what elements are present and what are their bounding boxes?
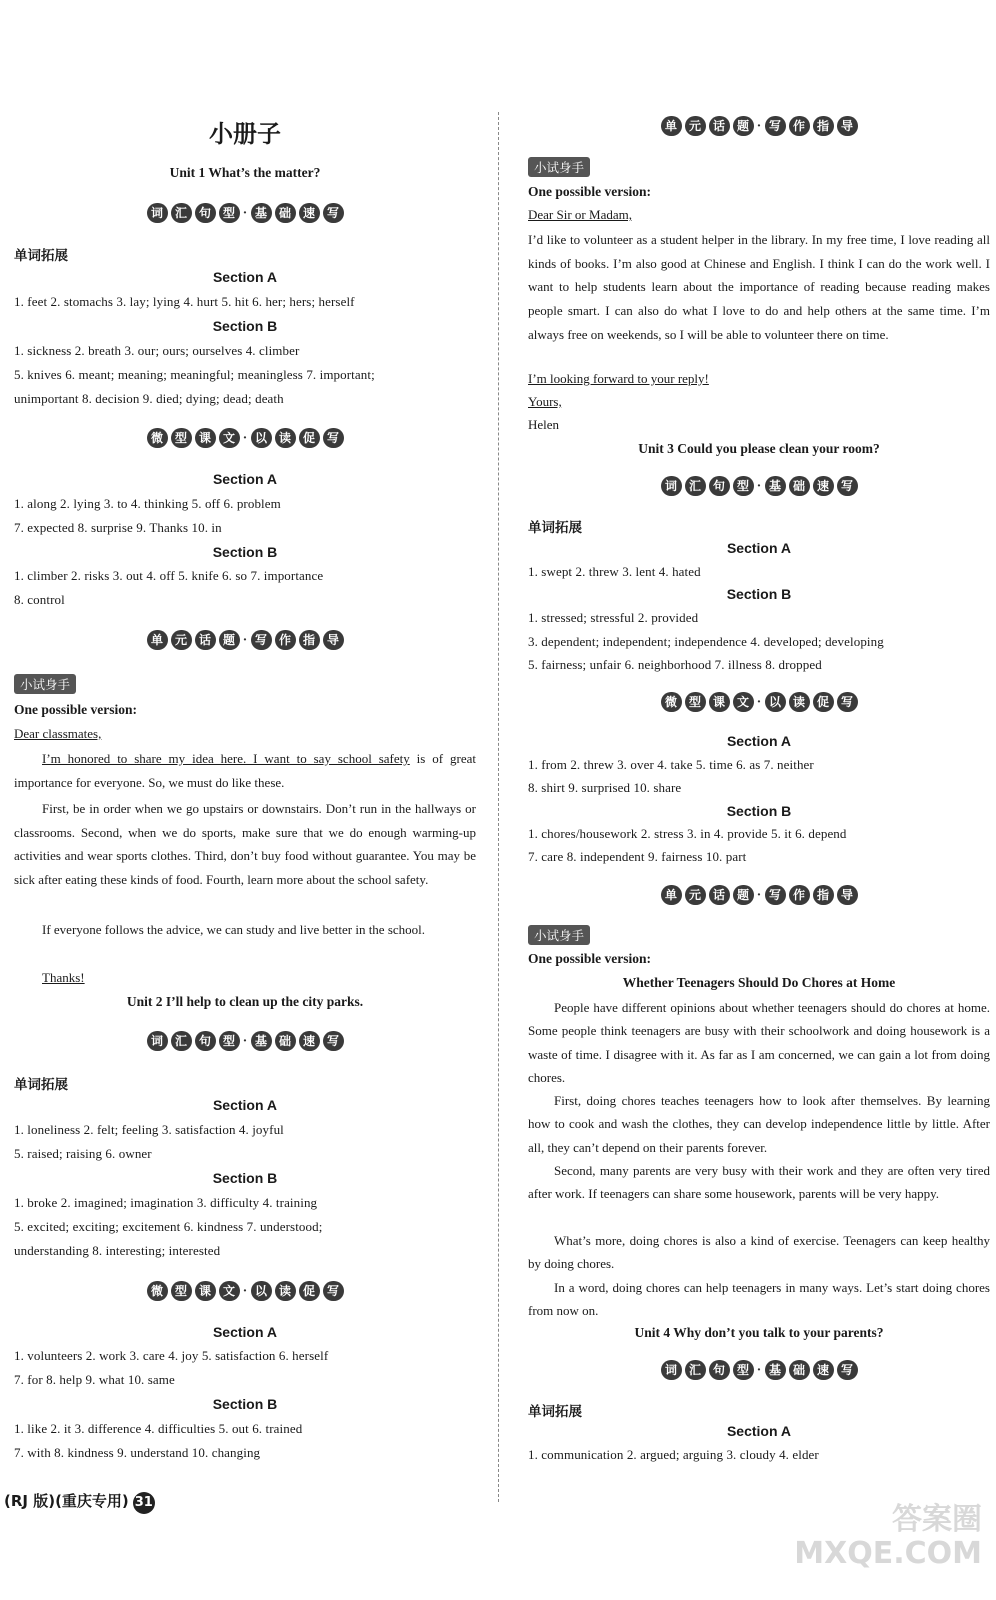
section-a-heading: Section A [212,269,278,285]
banner-char: 写 [251,630,272,650]
banner-char: 题 [733,116,754,136]
possible-version-label: One possible version: [528,951,652,966]
banner-char: 基 [765,1360,786,1380]
banner-char: 课 [195,428,216,448]
answer-line: unimportant 8. decision 9. died; dying; dead; death [14,391,284,406]
banner-char: 汇 [171,1031,192,1051]
answer-line: 1. swept 2. threw 3. lent 4. hated [528,564,701,579]
answer-line: 1. broke 2. imagined; imagination 3. difficulty 4. training [14,1195,318,1210]
banner-char: 写 [765,116,786,136]
answer-line: 1. along 2. lying 3. to 4. thinking 5. off 6. problem [14,496,281,511]
banner-char: 促 [813,692,834,712]
section-a-heading: Section A [726,1423,792,1439]
banner-char: 元 [171,630,192,650]
banner-char: 课 [709,692,730,712]
answer-line: 7. expected 8. surprise 9. Thanks 10. in [14,520,222,535]
banner-char: 础 [275,203,296,223]
essay-paragraph: First, be in order when we go upstairs or downstairs. Don’t run in the hallways or classrooms. Second, when we do sports, make sure that we do enough warming-up activities and wear sports clothes. Third, don’t buy food without guarantee. You may be sick after eating these kinds of food. Fourth, learn more about the school safety. [14,801,476,888]
banner-char: 单 [661,116,682,136]
column-divider [498,112,499,1502]
banner-char: 础 [789,1360,810,1380]
banner-separator: · [242,633,248,648]
answer-line: 1. loneliness 2. felt; feeling 3. satisfaction 4. joyful [14,1122,284,1137]
answer-line: 5. raised; raising 6. owner [14,1146,152,1161]
banner-char: 速 [813,476,834,496]
banner-char: 读 [275,428,296,448]
essay-paragraph: I’m honored to share my idea here. I want to say school safety is of great importance for everyone. So, we must do like these. [14,751,476,790]
answer-line: 1. communication 2. argued; arguing 3. cloudy 4. elder [528,1447,819,1462]
answer-line: 7. for 8. help 9. what 10. same [14,1372,175,1387]
letter-body: I’d like to volunteer as a student helper in the library. In my free time, I love reading all kinds of books. I’m also good at Chinese and English. I think I can do the work well. I want to help students learn about the importance of reading because reading makes people smart. I can also do what I love to do and help others at the same time. I’m always free on weekends, so I will be able to volunteer there on time. [528,232,990,342]
answer-line: 1. climber 2. risks 3. out 4. off 5. knife 6. so 7. importance [14,568,324,583]
try-tag: 小试身手 [14,674,476,694]
section-b-heading: Section B [726,586,792,602]
banner-char: 型 [685,692,706,712]
banner-char: 汇 [685,1360,706,1380]
page-number: 31 [133,1492,155,1514]
answer-line: 1. from 2. threw 3. over 4. take 5. time 6. as 7. neither [528,757,814,772]
banner-char: 导 [837,885,858,905]
section-b-heading: Section B [212,318,278,334]
banner-char: 写 [323,428,344,448]
label-word-expansion: 单词拓展 [528,1404,582,1420]
banner-char: 写 [765,885,786,905]
section-a-heading: Section A [212,1097,278,1113]
letter-greeting: Dear classmates, [14,726,102,741]
banner-reading [14,1281,476,1303]
banner-char: 话 [195,630,216,650]
banner-char: 句 [195,203,216,223]
label-word-expansion: 单词拓展 [14,248,68,264]
watermark-logo: 答案圈 MXQE.COM [794,1502,982,1571]
booklet-title: 小册子 [209,120,281,148]
banner-char: 写 [323,1031,344,1051]
banner-vocab [528,1360,990,1382]
banner-char: 课 [195,1281,216,1301]
banner-char: 型 [219,1031,240,1051]
answer-line: 1. volunteers 2. work 3. care 4. joy 5. satisfaction 6. herself [14,1348,329,1363]
banner-char: 础 [275,1031,296,1051]
banner-char: 写 [323,203,344,223]
label-word-expansion: 单词拓展 [14,1077,68,1093]
banner-separator: · [756,888,762,903]
banner-char: 以 [765,692,786,712]
try-tag: 小试身手 [528,925,990,945]
possible-version-label: One possible version: [14,702,138,717]
banner-char: 型 [171,428,192,448]
banner-char: 句 [709,1360,730,1380]
banner-char: 题 [733,885,754,905]
banner-char: 型 [733,476,754,496]
banner-char: 型 [733,1360,754,1380]
banner-char: 促 [299,1281,320,1301]
answer-line: 5. knives 6. meant; meaning; meaningful; meaningless 7. important; [14,367,375,382]
section-a-heading: Section A [212,471,278,487]
banner-char: 型 [171,1281,192,1301]
banner-char: 指 [299,630,320,650]
banner-char: 微 [147,428,168,448]
banner-char: 题 [219,630,240,650]
banner-writing [528,116,990,138]
banner-vocab [14,1031,476,1053]
answer-line: 1. like 2. it 3. difference 4. difficulties 5. out 6. trained [14,1421,303,1436]
banner-char: 速 [813,1360,834,1380]
essay-paragraph: If everyone follows the advice, we can study and live better in the school. [42,922,426,937]
section-b-heading: Section B [212,1170,278,1186]
essay-paragraph: What’s more, doing chores is also a kind of exercise. Teenagers can keep healthy by doing chores. [528,1233,990,1272]
section-a-heading: Section A [212,1324,278,1340]
essay-title: Whether Teenagers Should Do Chores at Home [622,975,896,990]
section-a-heading: Section A [726,540,792,556]
banner-char: 写 [323,1281,344,1301]
banner-char: 话 [709,116,730,136]
section-a-heading: Section A [726,733,792,749]
banner-char: 导 [323,630,344,650]
banner-separator: · [756,479,762,494]
banner-char: 微 [147,1281,168,1301]
banner-char: 读 [275,1281,296,1301]
answer-line: 1. stressed; stressful 2. provided [528,610,699,625]
banner-char: 话 [709,885,730,905]
unit3-title: Unit 3 Could you please clean your room? [638,441,880,456]
banner-char: 型 [219,203,240,223]
answer-line: 1. chores/housework 2. stress 3. in 4. provide 5. it 6. depend [528,826,847,841]
banner-separator: · [242,206,248,221]
essay-paragraph: First, doing chores teaches teenagers how to look after themselves. By learning how to cook and wash the clothes, they can develop independence little by little. After all, they can’t depend on their parents forever. [528,1093,990,1155]
banner-char: 以 [251,1281,272,1301]
banner-char: 作 [789,885,810,905]
banner-separator: · [242,1284,248,1299]
banner-char: 元 [685,116,706,136]
answer-line: 8. shirt 9. surprised 10. share [528,780,682,795]
edition-label: (RJ 版)(重庆专用) [4,1492,129,1510]
banner-writing [528,885,990,907]
banner-char: 指 [813,116,834,136]
answer-line: 7. with 8. kindness 9. understand 10. changing [14,1445,261,1460]
answer-line: understanding 8. interesting; interested [14,1243,221,1258]
banner-vocab [528,476,990,498]
page-footer [4,1490,155,1514]
banner-char: 作 [789,116,810,136]
banner-char: 汇 [171,203,192,223]
banner-char: 文 [219,428,240,448]
banner-reading [14,428,476,450]
answer-line: 5. excited; exciting; excitement 6. kindness 7. understood; [14,1219,323,1234]
banner-separator: · [242,431,248,446]
banner-char: 础 [789,476,810,496]
banner-char: 句 [709,476,730,496]
letter-salutation: Dear Sir or Madam, [528,207,632,222]
banner-vocab [14,203,476,225]
banner-separator: · [756,1363,762,1378]
banner-char: 指 [813,885,834,905]
letter-yours: Yours, [528,394,562,409]
banner-reading [528,692,990,714]
banner-char: 微 [661,692,682,712]
section-b-heading: Section B [726,803,792,819]
banner-writing [14,630,476,652]
banner-char: 写 [837,692,858,712]
answer-line: 7. care 8. independent 9. fairness 10. part [528,849,747,864]
banner-char: 单 [661,885,682,905]
banner-char: 速 [299,203,320,223]
banner-char: 词 [147,1031,168,1051]
letter-closing: Thanks! [42,970,85,985]
banner-char: 速 [299,1031,320,1051]
letter-ending: I’m looking forward to your reply! [528,371,709,386]
banner-char: 以 [251,428,272,448]
essay-paragraph: Second, many parents are very busy with their work and they are often very tired after work. If teenagers can share some housework, parents will be very happy. [528,1163,990,1202]
banner-char: 元 [685,885,706,905]
banner-separator: · [756,695,762,710]
label-word-expansion: 单词拓展 [528,520,582,536]
answer-line: 3. dependent; independent; independence 4. developed; developing [528,634,884,649]
banner-char: 文 [733,692,754,712]
banner-char: 导 [837,116,858,136]
answer-line: 1. sickness 2. breath 3. our; ours; ourselves 4. climber [14,343,300,358]
banner-char: 词 [661,476,682,496]
unit2-title: Unit 2 I’ll help to clean up the city parks. [126,994,364,1009]
try-tag: 小试身手 [528,157,990,177]
banner-char: 词 [147,203,168,223]
banner-char: 基 [251,203,272,223]
banner-char: 读 [789,692,810,712]
answer-line: 1. feet 2. stomachs 3. lay; lying 4. hurt 5. hit 6. her; hers; herself [14,294,355,309]
section-b-heading: Section B [212,544,278,560]
banner-separator: · [242,1034,248,1049]
letter-signature: Helen [528,417,560,432]
unit1-title: Unit 1 What’s the matter? [169,165,321,180]
banner-char: 作 [275,630,296,650]
banner-char: 基 [765,476,786,496]
section-b-heading: Section B [212,1396,278,1412]
banner-char: 单 [147,630,168,650]
banner-char: 句 [195,1031,216,1051]
essay-paragraph: In a word, doing chores can help teenagers in many ways. Let’s start doing chores from now on. [528,1280,990,1319]
answer-line: 8. control [14,592,65,607]
banner-char: 写 [837,1360,858,1380]
banner-char: 汇 [685,476,706,496]
banner-char: 词 [661,1360,682,1380]
banner-char: 促 [299,428,320,448]
banner-separator: · [756,119,762,134]
banner-char: 文 [219,1281,240,1301]
essay-paragraph: People have different opinions about whether teenagers should do chores at home. Some people think teenagers are busy with their schoolwork and doing housework is a waste of time. I disagree with it. As far as I am concerned, we can gain a lot from doing chores. [528,1000,990,1085]
possible-version-label: One possible version: [528,184,652,199]
answer-line: 5. fairness; unfair 6. neighborhood 7. illness 8. dropped [528,657,822,672]
banner-char: 基 [251,1031,272,1051]
unit4-title: Unit 4 Why don’t you talk to your parents? [634,1325,884,1340]
banner-char: 写 [837,476,858,496]
